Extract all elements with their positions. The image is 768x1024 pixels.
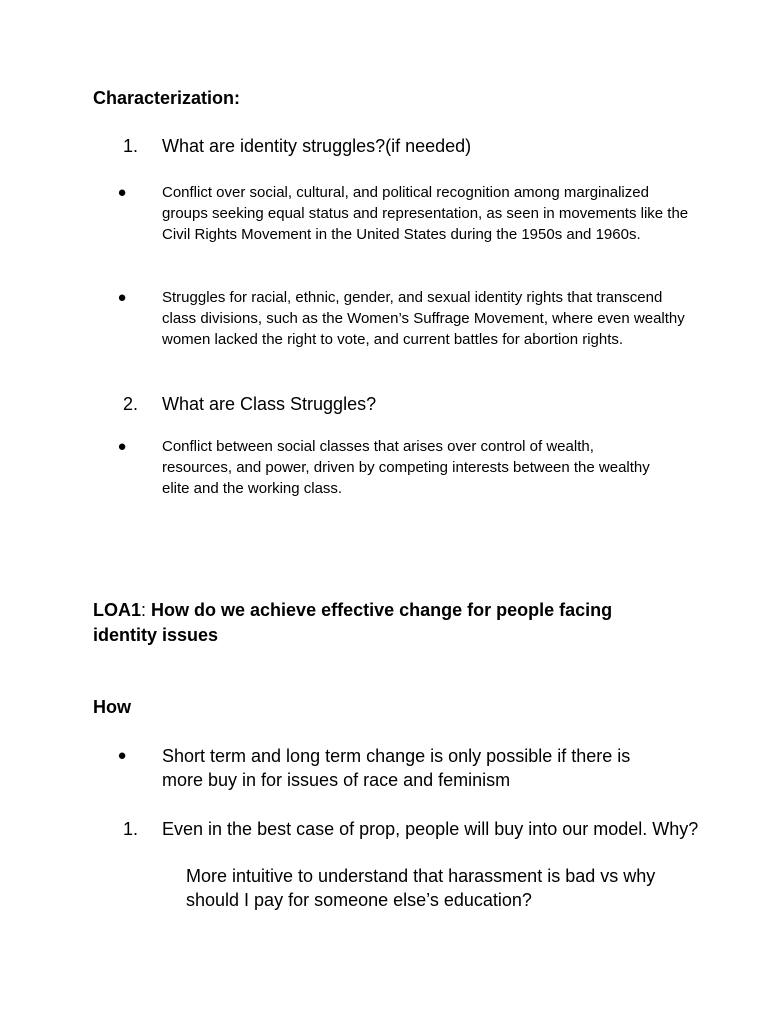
how-item-1-subtext: More intuitive to understand that harassment is bad vs why should I pay for someone else’s education? xyxy=(186,866,656,910)
how-item-1-text: Even in the best case of prop, people will buy into our model. Why? xyxy=(162,819,699,839)
how-item-1 xyxy=(116,817,716,865)
bullet-icon: ● xyxy=(117,184,127,201)
bullet-icon: ● xyxy=(117,747,127,764)
bullet-icon: ● xyxy=(117,438,127,455)
loa-colon: : xyxy=(141,600,147,620)
loa-heading xyxy=(93,598,673,648)
how-bullet-text: Short term and long term change is only possible if there is more buy in for issues of race and feminism xyxy=(162,746,631,790)
q2-bullet-1-text: Conflict between social classes that arises over control of wealth, resources, and power, driven by competing interests between the wealthy elite and the working class. xyxy=(162,438,650,497)
q1-bullet-2 xyxy=(116,287,716,371)
characterization-heading: Characterization: xyxy=(93,88,241,108)
question-1-text: What are identity struggles?(if needed) xyxy=(162,136,472,156)
question-1-number: 1. xyxy=(122,136,138,156)
q1-bullet-1-text: Conflict over social, cultural, and political recognition among marginalized groups seeking equal status and representation, as seen in movements like the Civil Rights Movement in the United States during the 1950s and 1960s. xyxy=(162,184,689,243)
question-2-text: What are Class Struggles? xyxy=(162,394,377,414)
q1-bullet-2-text: Struggles for racial, ethnic, gender, and sexual identity rights that transcend class divisions, such as the Women’s Suffrage Movement, where even wealthy women lacked the right to vote, and current battles for abortion rights. xyxy=(162,289,685,348)
how-heading: How xyxy=(93,697,131,717)
q1-bullet-1 xyxy=(116,182,716,266)
how-item-1-number: 1. xyxy=(122,819,138,839)
q2-bullet-1 xyxy=(116,436,716,499)
question-2 xyxy=(116,392,716,416)
loa-label: LOA1 xyxy=(93,600,142,620)
question-2-number: 2. xyxy=(122,394,138,414)
bullet-icon: ● xyxy=(117,289,127,306)
how-bullet xyxy=(116,744,716,792)
question-1 xyxy=(116,134,716,158)
loa-text: How do we achieve effective change for people facing identity issues xyxy=(93,600,613,645)
